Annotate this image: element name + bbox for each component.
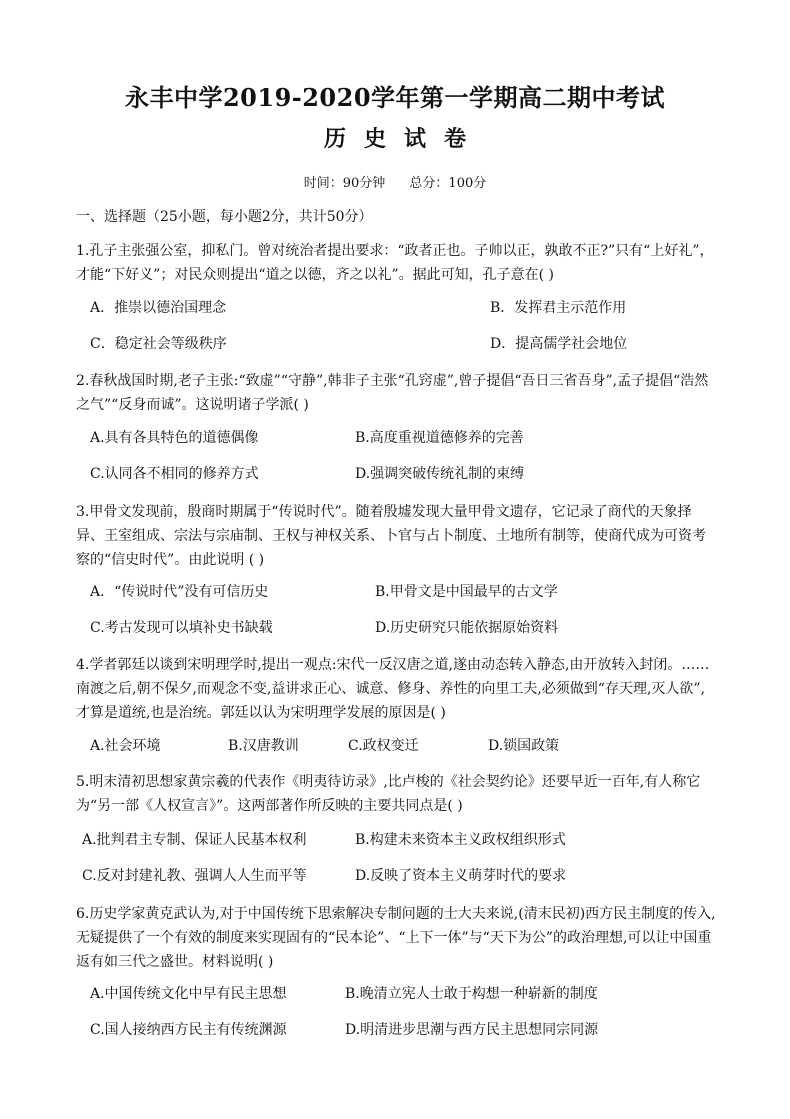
question-4-option-d: D.锁国政策 bbox=[488, 738, 560, 754]
exam-title: 永丰中学2019-2020学年第一学期高二期中考试 bbox=[124, 83, 666, 112]
question-6-option-c: C.国人接纳西方民主有传统渊源 bbox=[90, 1022, 287, 1038]
question-5-option-c: C.反对封建礼教、强调人人生而平等 bbox=[82, 868, 307, 884]
question-5-option-a: A.批判君主专制、保证人民基本权利 bbox=[82, 832, 307, 848]
question-6-option-b: B.晚清立宪人士敢于构想一种崭新的制度 bbox=[345, 986, 598, 1002]
question-2-option-a: A.具有各具特色的道德偶像 bbox=[90, 430, 259, 446]
question-5-stem: 5.明末清初思想家黄宗羲的代表作《明夷待访录》,比卢梭的《社会契约论》还要早近一百年,有人称它为“另一部《人权宣言》”。这两部著作所反映的主要共同点是( ) bbox=[76, 774, 701, 814]
question-4-option-c: C.政权变迁 bbox=[348, 738, 419, 754]
question-6-stem: 6.历史学家黄克武认为,对于中国传统下思索解决专制问题的士大夫来说,(清末民初)西方民主制度的传入,无疑提供了一个有效的制度来实现固有的“民本论”、“上下一体”与“天下为公”的政治理想,可以让中国重返有如三代之盛世。材料说明( ) bbox=[76, 906, 716, 970]
exam-meta bbox=[0, 172, 790, 191]
exam-score: 总分：100分 bbox=[409, 176, 487, 191]
question-4-option-b: B.汉唐教训 bbox=[228, 738, 299, 754]
question-4-stem: 4.学者郭廷以谈到宋明理学时,提出一观点:宋代一反汉唐之道,遂由动态转入静态,由开放转入封闭。……南渡之后,朝不保夕,而观念不变,益讲求正心、诚意、修身、养性的向里工夫,必须做到“存天理,灭人欲”,才算是道统,也是治统。郭廷以认为宋明理学发展的原因是( ) bbox=[76, 657, 710, 721]
question-2-stem: 2.春秋战国时期,老子主张:“致虚”“守静”,韩非子主张“孔窍虚”,曾子提倡“吾日三省吾身”,孟子提倡“浩然之气”“反身而诚”。这说明诸子学派( ) bbox=[76, 373, 709, 413]
question-1-option-b: B．发挥君主示范作用 bbox=[490, 300, 627, 316]
question-2-option-b: B.高度重视道德修养的完善 bbox=[355, 430, 524, 446]
question-3-option-b: B.甲骨文是中国最早的古文学 bbox=[375, 584, 558, 600]
question-4-option-a: A.社会环境 bbox=[90, 738, 161, 754]
section-heading: 一、选择题（25小题，每小题2分，共计50分） bbox=[76, 209, 373, 225]
exam-subtitle: 历史试卷 bbox=[323, 126, 484, 152]
question-3-option-d: D.历史研究只能依据原始资料 bbox=[375, 620, 559, 636]
question-3-option-c: C.考古发现可以填补史书缺载 bbox=[90, 620, 273, 636]
question-1-stem: 1.孔子主张强公室，抑私门。曾对统治者提出要求：“政者正也。子帅以正，孰敢不正?”只有“上好礼”，才能“下好义”；对民众则提出“道之以德，齐之以礼”。据此可知，孔子意在( ) bbox=[76, 243, 714, 283]
question-5-option-d: D.反映了资本主义萌芽时代的要求 bbox=[355, 868, 567, 884]
question-3-stem: 3.甲骨文发现前，殷商时期属于“传说时代”。随着殷墟发现大量甲骨文遗存，它记录了商代的天象择异、王室组成、宗法与宗庙制、王权与神权关系、卜官与占卜制度、土地所有制等，使商代成为可资考察的“信史时代”。由此说明 ( ) bbox=[76, 504, 706, 568]
question-5-option-b: B.构建未来资本主义政权组织形式 bbox=[355, 832, 566, 848]
question-1-option-c: C．稳定社会等级秩序 bbox=[90, 336, 227, 352]
question-6-option-d: D.明清进步思潮与西方民主思想同宗同源 bbox=[345, 1022, 599, 1038]
question-1-option-d: D．提高儒学社会地位 bbox=[490, 336, 628, 352]
question-6-option-a: A.中国传统文化中早有民主思想 bbox=[90, 986, 287, 1002]
question-3-option-a: A．“传说时代”没有可信历史 bbox=[90, 584, 269, 600]
question-2-option-d: D.强调突破传统礼制的束缚 bbox=[355, 466, 525, 482]
question-1-option-a: A．推崇以德治国理念 bbox=[90, 300, 227, 316]
question-2-option-c: C.认同各不相同的修养方式 bbox=[90, 466, 259, 482]
exam-time: 时间：90分钟 bbox=[303, 176, 386, 191]
